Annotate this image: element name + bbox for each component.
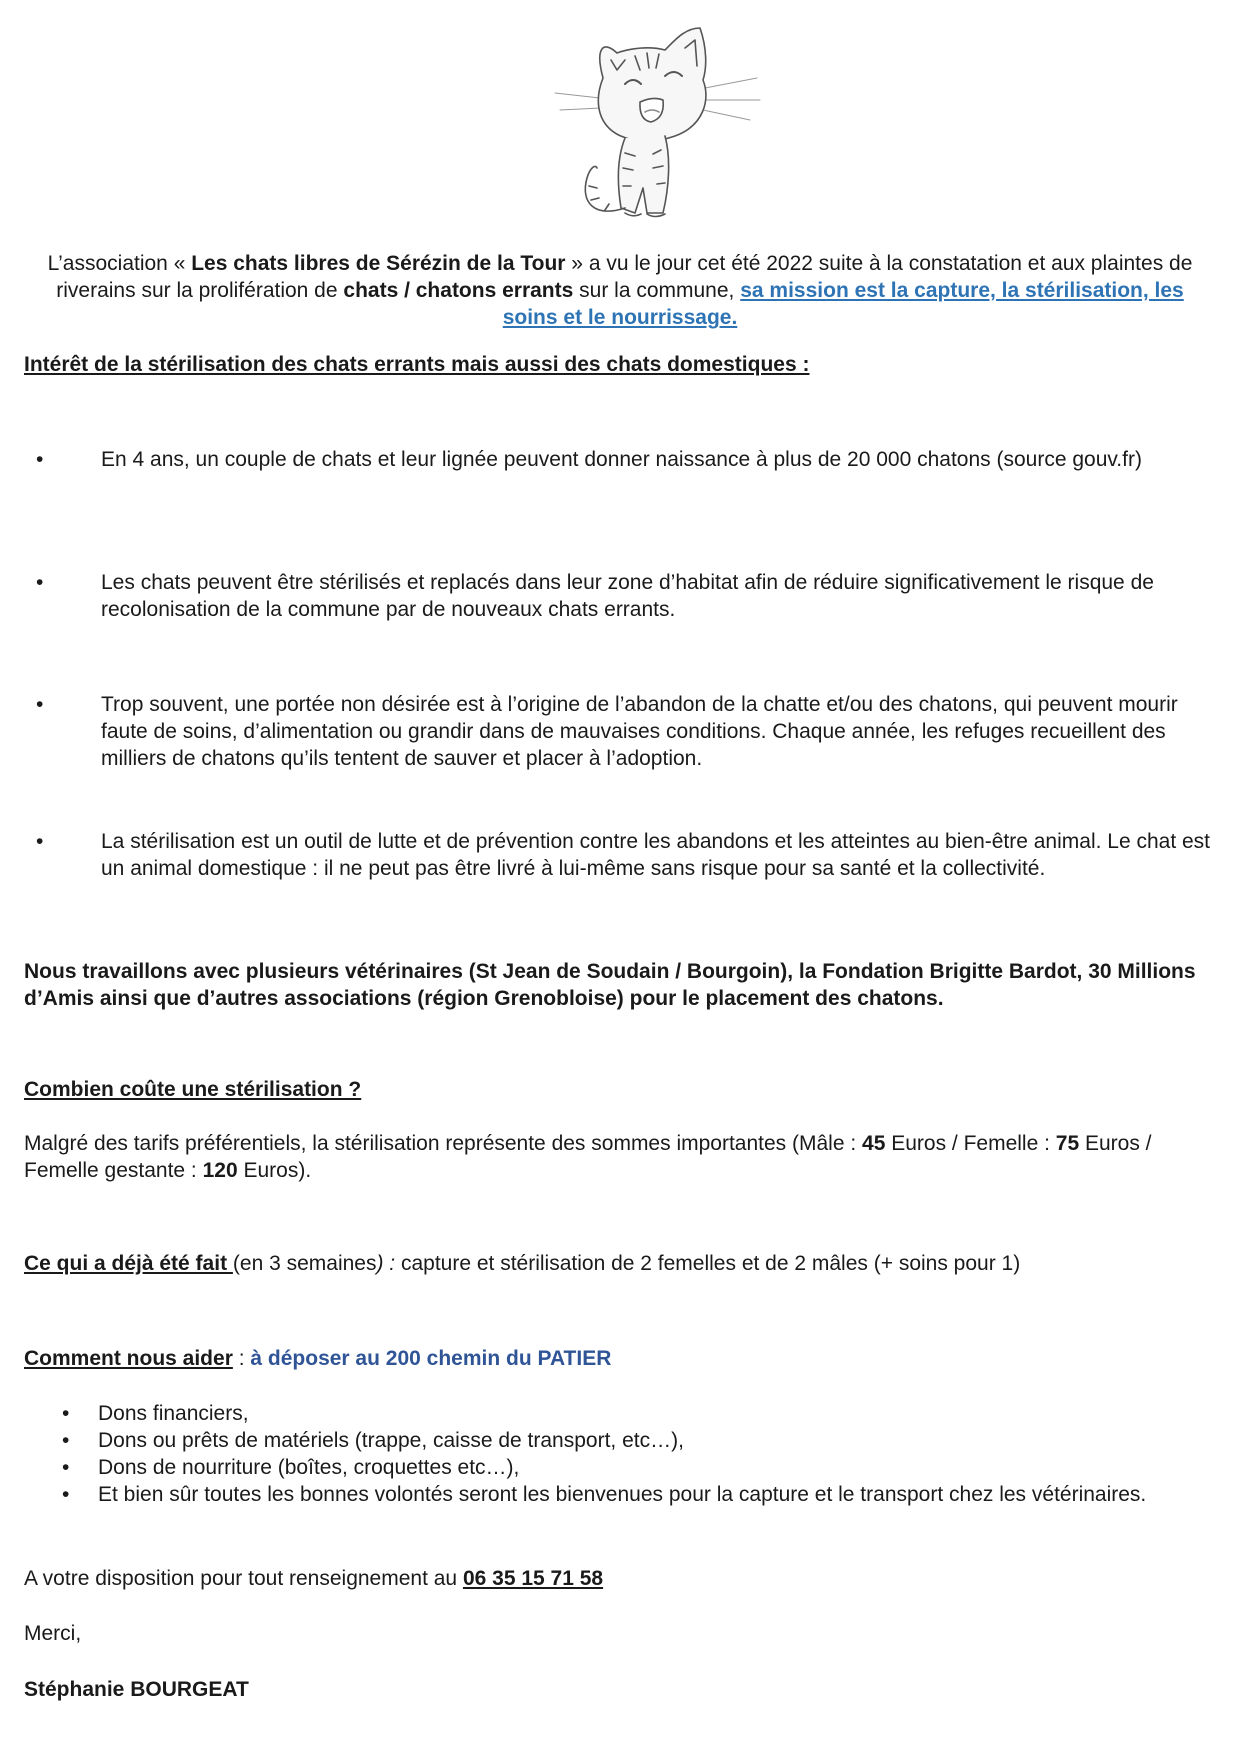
association-name: Les chats libres de Sérézin de la Tour — [191, 252, 566, 275]
partners-paragraph: Nous travaillons avec plusieurs vétérinaires (St Jean de Soudain / Bourgoin), la Fondation Brigitte Bardot, 30 Millions d’Amis ainsi que d’autres associations (région Grenobloise) pour le placement des chatons. — [24, 960, 1196, 1010]
male-price: 45 — [862, 1132, 886, 1155]
list-item-text: Dons ou prêts de matériels (trappe, caisse de transport, etc…), — [98, 1429, 684, 1452]
done-text-3: capture et stérilisation de 2 femelles et de 2 mâles (+ soins pour 1) — [400, 1252, 1021, 1275]
bullet-icon: • — [36, 693, 44, 716]
phone-number: 06 35 15 71 58 — [462, 1567, 604, 1590]
list-item-text: La stérilisation est un outil de lutte et de prévention contre les abandons et les atteintes au bien-être animal. Le chat est un animal domestique : il ne peut pas être livré à lui-même sans risque pour sa santé et la collectivité. — [101, 830, 1211, 880]
kitten-illustration — [525, 18, 780, 238]
cost-text-2: Euros / Femelle : — [885, 1132, 1056, 1155]
cost-heading: Combien coûte une stérilisation ? — [24, 1078, 362, 1101]
done-heading: Ce qui a déjà été fait — [24, 1252, 233, 1275]
list-item — [24, 1481, 1214, 1508]
list-item-text: Dons de nourriture (boîtes, croquettes etc…), — [98, 1456, 520, 1479]
list-item-text: Et bien sûr toutes les bonnes volontés seront les bienvenues pour la capture et le transport chez les vétérinaires. — [98, 1483, 1147, 1506]
contact-line — [24, 1565, 1214, 1592]
interest-heading: Intérêt de la stérilisation des chats errants mais aussi des chats domestiques : — [24, 353, 810, 376]
bullet-icon: • — [62, 1429, 70, 1452]
cost-text-1: Malgré des tarifs préférentiels, la stérilisation représente des sommes importantes (Mâle : — [24, 1132, 863, 1155]
bullet-icon: • — [62, 1456, 70, 1479]
intro-text-2: » a vu le jour cet été 2022 suite à la constatation et aux plaintes de riverains sur la prolifération de — [56, 252, 1193, 302]
thanks-text: Merci, — [24, 1622, 82, 1645]
intro-text-3: sur la commune, — [573, 279, 741, 302]
mission-statement: sa mission est la capture, la stérilisation, les soins et le nourrissage. — [502, 279, 1184, 329]
contact-text: A votre disposition pour tout renseignement au — [24, 1567, 463, 1590]
done-paragraph — [24, 1250, 1214, 1277]
cost-paragraph — [24, 1130, 1214, 1184]
pregnant-female-price: 120 — [202, 1159, 238, 1182]
stray-cats-phrase: chats / chatons errants — [343, 279, 574, 302]
help-heading-line — [24, 1345, 1214, 1372]
intro-paragraph — [30, 250, 1210, 331]
list-item-text: Dons financiers, — [98, 1402, 249, 1425]
help-heading: Comment nous aider — [24, 1347, 233, 1370]
list-item-text: Les chats peuvent être stérilisés et replacés dans leur zone d’habitat afin de réduire significativement le risque de recolonisation de la commune par de nouveaux chats errants. — [101, 571, 1154, 621]
bullet-icon: • — [36, 571, 44, 594]
bullet-icon: • — [62, 1483, 70, 1506]
list-item — [24, 1454, 1214, 1481]
bullet-icon: • — [62, 1402, 70, 1425]
cost-text-4: Euros). — [237, 1159, 312, 1182]
female-price: 75 — [1055, 1132, 1080, 1155]
done-text-2: ) : — [376, 1252, 401, 1275]
bullet-icon: • — [36, 448, 44, 471]
done-text-1: (en 3 semaines — [232, 1252, 377, 1275]
drop-off-address: à déposer au 200 chemin du PATIER — [250, 1347, 612, 1370]
intro-text-1: L’association « — [47, 252, 192, 275]
help-separator: : — [232, 1347, 251, 1370]
signature: Stéphanie BOURGEAT — [24, 1678, 249, 1701]
list-item-text: Trop souvent, une portée non désirée est à l’origine de l’abandon de la chatte et/ou des chatons, qui peuvent mourir faute de soins, d’alimentation ou grandir dans de mauvaises conditions. Chaque année, les refuges recueillent des milliers de chatons qu’ils tentent de sauver et placer à l’adoption. — [101, 693, 1178, 770]
bullet-icon: • — [36, 830, 44, 853]
cost-text-3: Euros / Femelle gestante : — [24, 1132, 1152, 1182]
list-item — [24, 1400, 1214, 1427]
help-list — [24, 1400, 1214, 1508]
list-item-text: En 4 ans, un couple de chats et leur lignée peuvent donner naissance à plus de 20 000 chatons (source gouv.fr) — [101, 448, 1142, 471]
list-item — [24, 1427, 1214, 1454]
